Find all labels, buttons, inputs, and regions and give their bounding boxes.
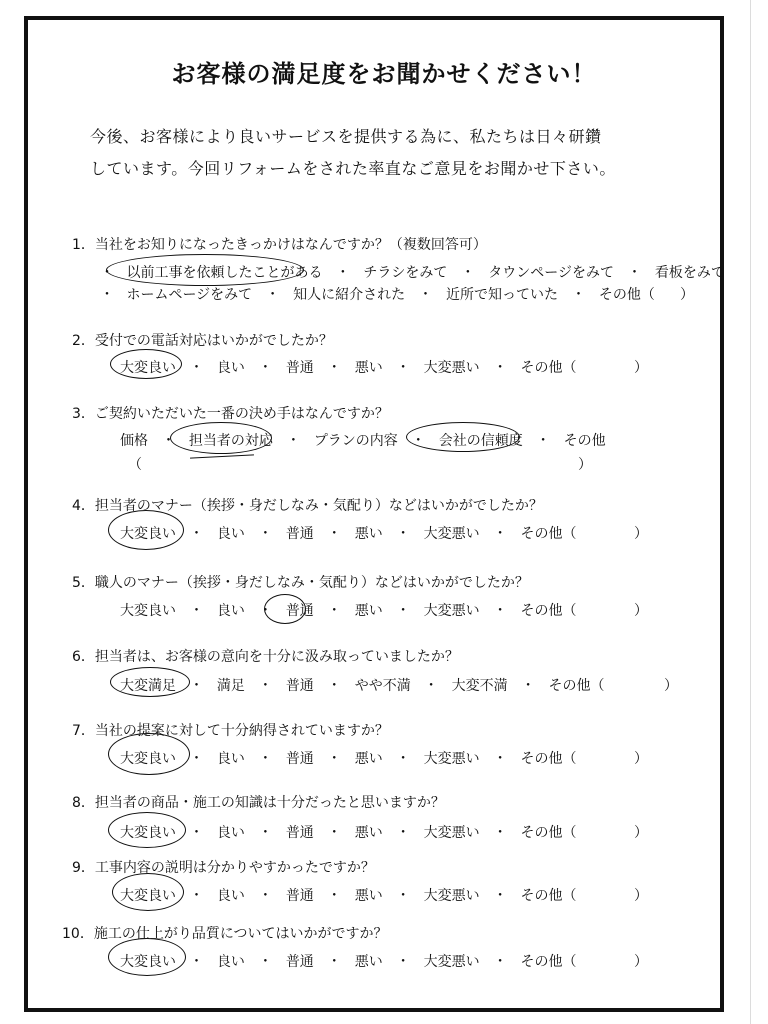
option-normal[interactable]: 普通 bbox=[285, 678, 314, 694]
option-town-page[interactable]: タウンページをみて bbox=[488, 265, 614, 281]
option-other[interactable]: その他（ bbox=[520, 954, 577, 970]
option-very-good[interactable]: 大変良い bbox=[120, 825, 176, 841]
option-other[interactable]: その他（ bbox=[520, 825, 577, 841]
option-other[interactable]: その他（ bbox=[548, 678, 605, 694]
option-bad[interactable]: 悪い bbox=[354, 751, 383, 767]
question-2-label: 2．受付での電話対応はいかがでしたか？ bbox=[72, 333, 333, 349]
separator: ・ bbox=[258, 603, 273, 619]
paren-close: ） bbox=[634, 603, 648, 619]
selection-circle bbox=[406, 422, 520, 452]
question-9-label: 9．工事内容の説明は分かりやすかったですか？ bbox=[72, 860, 375, 876]
separator: ・ bbox=[286, 433, 301, 449]
selection-circle bbox=[112, 873, 184, 911]
paren-close: ） bbox=[634, 888, 648, 904]
page-title: お客様の満足度をお聞かせください！ bbox=[171, 60, 597, 88]
option-other[interactable]: その他（ bbox=[520, 603, 577, 619]
separator: ・ bbox=[536, 433, 551, 449]
option-bad[interactable]: 悪い bbox=[354, 526, 383, 542]
option-good[interactable]: 良い bbox=[216, 825, 245, 841]
selection-circle bbox=[108, 812, 186, 848]
separator: ・ bbox=[189, 954, 204, 970]
paren-close: ） bbox=[680, 287, 694, 303]
selection-circle bbox=[106, 254, 304, 286]
option-very-bad[interactable]: 大変悪い bbox=[423, 751, 480, 767]
separator: ・ bbox=[189, 526, 204, 542]
option-very-bad[interactable]: 大変悪い bbox=[423, 603, 480, 619]
option-plan-content[interactable]: プランの内容 bbox=[313, 433, 398, 449]
separator: ・ bbox=[396, 526, 411, 542]
question-10-options bbox=[120, 951, 577, 971]
option-very-bad[interactable]: 大変悪い bbox=[423, 526, 480, 542]
selection-circle bbox=[108, 733, 190, 775]
question-6-label: 6．担当者は、お客様の意向を十分に汲み取っていましたか？ bbox=[72, 649, 459, 665]
option-good[interactable]: 良い bbox=[216, 603, 245, 619]
selection-circle bbox=[108, 938, 186, 976]
separator: ・ bbox=[493, 888, 508, 904]
separator: ・ bbox=[189, 678, 204, 694]
question-1-options-row-2 bbox=[100, 284, 655, 304]
question-3-label: 3．ご契約いただいた一番の決め手はなんですか？ bbox=[72, 406, 389, 422]
option-bad[interactable]: 悪い bbox=[354, 954, 383, 970]
option-bad[interactable]: 悪い bbox=[354, 888, 383, 904]
separator: ・ bbox=[327, 751, 342, 767]
option-very-good[interactable]: 大変良い bbox=[120, 603, 176, 619]
option-signboard[interactable]: 看板をみて bbox=[654, 265, 725, 281]
separator: ・ bbox=[571, 287, 586, 303]
question-4-label: 4．担当者のマナー（挨拶・身だしなみ・気配り）などはいかがでしたか？ bbox=[72, 498, 543, 514]
paren-close: ） bbox=[634, 954, 648, 970]
separator: ・ bbox=[396, 954, 411, 970]
option-good[interactable]: 良い bbox=[216, 360, 245, 376]
paren-close: ） bbox=[664, 678, 678, 694]
option-normal[interactable]: 普通 bbox=[285, 825, 314, 841]
separator: ・ bbox=[521, 678, 536, 694]
separator: ・ bbox=[418, 287, 433, 303]
option-other[interactable]: その他（ bbox=[520, 888, 577, 904]
separator: ・ bbox=[258, 954, 273, 970]
selection-circle bbox=[264, 594, 306, 624]
separator: ・ bbox=[396, 751, 411, 767]
option-very-satisfied[interactable]: 大変満足 bbox=[120, 678, 176, 694]
option-other[interactable]: その他（ bbox=[520, 751, 577, 767]
separator: ・ bbox=[258, 360, 273, 376]
separator: ・ bbox=[396, 603, 411, 619]
option-good[interactable]: 良い bbox=[216, 888, 245, 904]
option-homepage[interactable]: ホームページをみて bbox=[126, 287, 253, 303]
question-1-label: 1．当社をお知りになったきっかけはなんですか？（複数回答可） bbox=[72, 237, 487, 253]
separator: ・ bbox=[258, 888, 273, 904]
separator: ・ bbox=[493, 360, 508, 376]
separator: ・ bbox=[493, 825, 508, 841]
option-other[interactable]: その他（ bbox=[520, 360, 577, 376]
option-normal[interactable]: 普通 bbox=[285, 360, 314, 376]
separator: ・ bbox=[396, 360, 411, 376]
option-very-unsatisfied[interactable]: 大変不満 bbox=[451, 678, 508, 694]
selection-circle bbox=[110, 667, 190, 697]
option-referral[interactable]: 知人に紹介された bbox=[293, 287, 406, 303]
option-staff-response[interactable]: 担当者の対応 bbox=[188, 433, 273, 449]
separator: ・ bbox=[189, 825, 204, 841]
option-normal[interactable]: 普通 bbox=[285, 603, 314, 619]
separator: ・ bbox=[258, 678, 273, 694]
separator: ・ bbox=[424, 678, 439, 694]
question-6-options bbox=[120, 675, 605, 695]
separator: ・ bbox=[189, 751, 204, 767]
option-normal[interactable]: 普通 bbox=[285, 526, 314, 542]
option-bad[interactable]: 悪い bbox=[354, 603, 383, 619]
option-normal[interactable]: 普通 bbox=[285, 888, 314, 904]
separator: ・ bbox=[493, 603, 508, 619]
separator: ・ bbox=[189, 603, 204, 619]
question-5-label: 5．職人のマナー（挨拶・身だしなみ・気配り）などはいかがでしたか？ bbox=[72, 575, 529, 591]
separator: ・ bbox=[327, 526, 342, 542]
option-company-trust[interactable]: 会社の信頼度 bbox=[438, 433, 523, 449]
option-bad[interactable]: 悪い bbox=[354, 360, 383, 376]
option-flyer[interactable]: チラシをみて bbox=[363, 265, 448, 281]
separator: ・ bbox=[396, 825, 411, 841]
option-normal[interactable]: 普通 bbox=[285, 954, 314, 970]
separator: ・ bbox=[460, 265, 475, 281]
separator: ・ bbox=[258, 526, 273, 542]
separator: ・ bbox=[258, 751, 273, 767]
option-good[interactable]: 良い bbox=[216, 954, 245, 970]
option-neighborhood[interactable]: 近所で知っていた bbox=[446, 287, 558, 303]
selection-circle bbox=[108, 510, 184, 550]
separator: ・ bbox=[100, 265, 114, 281]
option-very-good[interactable]: 大変良い bbox=[120, 888, 176, 904]
option-very-good[interactable]: 大変良い bbox=[120, 751, 176, 767]
separator: ・ bbox=[627, 265, 642, 281]
option-other[interactable]: その他（ bbox=[520, 526, 577, 542]
option-very-bad[interactable]: 大変悪い bbox=[423, 888, 480, 904]
option-very-good[interactable]: 大変良い bbox=[120, 526, 176, 542]
separator: ・ bbox=[493, 954, 508, 970]
intro-line-2: しています。今回リフォームをされた率直なご意見をお聞かせ下さい。 bbox=[90, 159, 616, 178]
separator: ・ bbox=[100, 287, 114, 303]
paren-close: ） bbox=[634, 526, 648, 542]
separator: ・ bbox=[493, 751, 508, 767]
separator: ・ bbox=[189, 360, 204, 376]
option-bad[interactable]: 悪い bbox=[354, 825, 383, 841]
question-8-label: 8．担当者の商品・施工の知識は十分だったと思いますか？ bbox=[72, 795, 445, 811]
separator: ・ bbox=[265, 287, 280, 303]
intro-line-1: 今後、お客様により良いサービスを提供する為に、私たちは日々研鑽 bbox=[90, 127, 602, 146]
paren-open: （ bbox=[128, 457, 142, 473]
option-very-bad[interactable]: 大変悪い bbox=[423, 954, 480, 970]
separator: ・ bbox=[493, 526, 508, 542]
option-good[interactable]: 良い bbox=[216, 526, 245, 542]
option-previous-work[interactable]: 以前工事を依頼したことがある bbox=[126, 265, 323, 281]
question-10-label: 10．施工の仕上がり品質についてはいかがですか？ bbox=[62, 926, 388, 942]
separator: ・ bbox=[327, 360, 342, 376]
scan-edge bbox=[750, 0, 751, 1024]
option-very-good[interactable]: 大変良い bbox=[120, 954, 176, 970]
separator: ・ bbox=[189, 888, 204, 904]
selection-circle bbox=[170, 422, 272, 454]
paren-close: ） bbox=[634, 360, 648, 376]
option-satisfied[interactable]: 満足 bbox=[216, 678, 245, 694]
selection-circle bbox=[110, 349, 182, 379]
separator: ・ bbox=[396, 888, 411, 904]
question-9-options bbox=[120, 885, 577, 905]
option-very-good[interactable]: 大変良い bbox=[120, 360, 176, 376]
separator: ・ bbox=[335, 265, 350, 281]
separator: ・ bbox=[327, 603, 342, 619]
paren-close: ） bbox=[634, 825, 648, 841]
option-price[interactable]: 価格 bbox=[120, 433, 148, 449]
option-other[interactable]: その他（ bbox=[598, 287, 655, 303]
question-2-options bbox=[120, 357, 577, 377]
separator: ・ bbox=[258, 825, 273, 841]
option-very-bad[interactable]: 大変悪い bbox=[423, 360, 480, 376]
option-other[interactable]: その他 bbox=[563, 433, 606, 449]
separator: ・ bbox=[327, 888, 342, 904]
question-8-options bbox=[120, 822, 577, 842]
option-good[interactable]: 良い bbox=[216, 751, 245, 767]
paren-close: ） bbox=[634, 751, 648, 767]
option-normal[interactable]: 普通 bbox=[285, 751, 314, 767]
separator: ・ bbox=[327, 825, 342, 841]
paren-close: ） bbox=[578, 457, 592, 473]
option-slightly-unsatisfied[interactable]: やや不満 bbox=[354, 678, 411, 694]
separator: ・ bbox=[161, 433, 176, 449]
separator: ・ bbox=[327, 954, 342, 970]
option-very-bad[interactable]: 大変悪い bbox=[423, 825, 480, 841]
separator: ・ bbox=[327, 678, 342, 694]
question-7-label: 7．当社の提案に対して十分納得されていますか？ bbox=[72, 723, 389, 739]
question-4-options bbox=[120, 523, 577, 543]
question-5-options bbox=[120, 600, 577, 620]
separator: ・ bbox=[411, 433, 426, 449]
